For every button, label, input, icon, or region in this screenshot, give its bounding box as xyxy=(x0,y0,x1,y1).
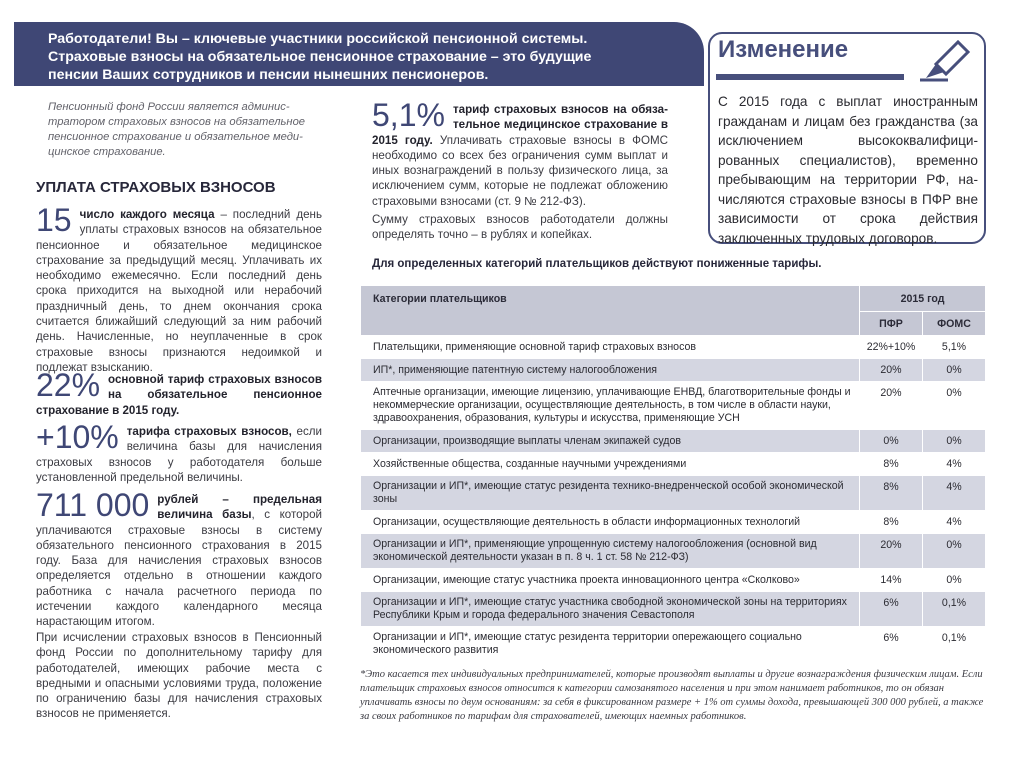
table-row xyxy=(361,476,986,511)
fact-deadline xyxy=(36,202,322,375)
table-body xyxy=(361,336,986,662)
pfr-cell: 0% xyxy=(860,430,923,453)
banner-line: Работодатели! Вы – ключевые участники российской пенсионной системы. xyxy=(48,31,588,47)
table-row xyxy=(361,627,986,662)
category-cell: Организации и ИП*, имеющие статус участника свободной экономической зоны на территориях Республики Крым и города федерального значения Севастополя xyxy=(361,592,860,627)
fact-bold: число каждого месяца xyxy=(79,208,215,221)
big-number: 711 000 xyxy=(36,487,150,523)
footnote: *Это касается тех индивидуальных предпринимателей, которые производят выплаты и другие вознаграждения физическим лицам. Если плательщик страховых взносов относится к категории самозанятого населения и при этом нанимает работников, то он обязан уплачивать взносы по двум основаниям: за себя в фиксированном размере + 1% от суммы дохода, превышающей 300 000 рублей, а также за своих работников по тарифам для страхователей, имеющих наемных работников. xyxy=(360,669,984,722)
foms-cell: 0% xyxy=(923,534,986,569)
foms-cell: 4% xyxy=(923,511,986,534)
table-row xyxy=(361,453,986,476)
header-pfr: ПФР xyxy=(860,312,923,336)
big-number: 22% xyxy=(36,367,101,403)
banner-line: пенсии Ваших сотрудников и пенсии нынешних пенсионеров. xyxy=(48,67,489,83)
fact-text: , с которой уплачиваются страховые взносы в систему обязательного пенсионного страхования в 2015 году. База для начисления страховых взносов определяется отдельно в отношении каждого работника с начала расчетного периода по истечении каждого календарного месяца нарастающим итогом. xyxy=(36,508,322,629)
table-row xyxy=(361,430,986,453)
section-title: УПЛАТА СТРАХОВЫХ ВЗНОСОВ xyxy=(36,179,276,196)
reduced-rates-title: Для определенных категорий плательщиков действуют пониженные тарифы. xyxy=(372,258,822,270)
fact-bold: тарифа страховых взносов, xyxy=(126,425,292,438)
pfr-cell: 8% xyxy=(860,476,923,511)
table-row xyxy=(361,336,986,359)
table-row xyxy=(361,359,986,382)
category-cell: Аптечные организации, имеющие лицензию, уплачивающие ЕНВД, благотворительные фонды и некоммерческие организации, осуществляющие деятельность, в том числе в области науки, здравоохранения, образования, культуры и искусства, применяющие УСН xyxy=(361,382,860,430)
big-number: 15 xyxy=(36,202,72,238)
fact-base-rate xyxy=(36,367,322,418)
foms-cell: 0% xyxy=(923,569,986,592)
table-row xyxy=(361,534,986,569)
fact-medical-rate xyxy=(372,97,668,209)
foms-cell: 0% xyxy=(923,382,986,430)
fact-bold: рублей – предельная величина базы xyxy=(157,493,322,522)
category-cell: Организации и ИП*, имеющие статус резидента территории опережающего социально экономического развития xyxy=(361,627,860,662)
category-cell: Организации, имеющие статус участника проекта инновационного центра «Сколково» xyxy=(361,569,860,592)
highlighter-icon xyxy=(918,38,974,87)
category-cell: Хозяйственные общества, созданные научными учреждениями xyxy=(361,453,860,476)
fact-text: Уплачивать страховые взносы в ФОМС необходимо со всех без ограничения сумм выплат и иных вознаграждений в пользу физического лица, за исключением сумм, которые не подлежат обложению страховыми взносами (ст. 9 № 212-ФЗ). xyxy=(372,133,668,208)
category-cell: Организации, осуществляющие деятельность в области информационных технологий xyxy=(361,511,860,534)
pfr-cell: 20% xyxy=(860,359,923,382)
category-cell: Организации и ИП*, применяющие упрощенную систему налогообложения (основной вид экономической деятельности указан в п. 8 ч. 1 ст. 58 № 212-ФЗ) xyxy=(361,534,860,569)
change-body: С 2015 года с выплат иностранным гражданам и лицам без гражданства (за исключением высококвалифицированных специалистов), временно пребывающим на территории РФ, начисляются страховые взносы в ПФР вне зависимости от срока действия заключенных трудовых договоров. xyxy=(718,94,978,246)
table-row xyxy=(361,569,986,592)
change-title-underline xyxy=(716,74,904,80)
pfr-cell: 6% xyxy=(860,627,923,662)
header-foms: ФОМС xyxy=(923,312,986,336)
pfr-cell: 6% xyxy=(860,592,923,627)
fact-base-limit xyxy=(36,487,322,630)
foms-cell: 0,1% xyxy=(923,627,986,662)
intro-text: Пенсионный фонд России является администратором страховых взносов на обязательное пенсионное страхование и обязательное медицинское страхование. xyxy=(48,101,306,158)
pfr-cell: 8% xyxy=(860,453,923,476)
foms-cell: 0% xyxy=(923,430,986,453)
foms-cell: 5,1% xyxy=(923,336,986,359)
fact-extra-rate xyxy=(36,419,322,485)
header-category: Категории плательщиков xyxy=(361,286,860,336)
sum-note: Сумму страховых взносов работодатели должны определять точно – в рублях и копейках. xyxy=(372,213,668,242)
pfr-cell: 20% xyxy=(860,382,923,430)
big-number: 5,1% xyxy=(372,97,445,133)
header-year: 2015 год xyxy=(860,286,986,312)
change-title: Изменение xyxy=(718,36,849,63)
big-number: +10% xyxy=(36,419,119,455)
foms-cell: 0,1% xyxy=(923,592,986,627)
foms-cell: 4% xyxy=(923,453,986,476)
pfr-cell: 8% xyxy=(860,511,923,534)
banner-line: Страховые взносы на обязательное пенсионное страхование – это будущие xyxy=(48,49,592,65)
pfr-cell: 22%+10% xyxy=(860,336,923,359)
fact-text: – последний день уплаты страховых взносов на обязательное пенсионное и обязательное медицинское страхование за предыдущий месяц. Уплачивать их необходимо ежемесячно. Если последний день срока приходится на выходной или нерабочий праздничный день, то днем окончания срока считается ближайший следующий за ним рабочий день. Начисленные, но неуплаченные в срок страховые взносы признаются недоимкой и подлежат взысканию. xyxy=(36,208,322,374)
table-row xyxy=(361,592,986,627)
fact-bold: тариф страховых взносов на обязательное медицинское страхование в 2015 году. xyxy=(372,103,668,147)
category-cell: Организации и ИП*, имеющие статус резидента технико-внедренческой особой экономической зоны xyxy=(361,476,860,511)
pfr-cell: 14% xyxy=(860,569,923,592)
category-cell: ИП*, применяющие патентную систему налогообложения xyxy=(361,359,860,382)
foms-cell: 4% xyxy=(923,476,986,511)
category-cell: Плательщики, применяющие основной тариф страховых взносов xyxy=(361,336,860,359)
table-row xyxy=(361,511,986,534)
category-cell: Организации, производящие выплаты членам экипажей судов xyxy=(361,430,860,453)
pfr-cell: 20% xyxy=(860,534,923,569)
fact-text: если величина базы для начисления страховых взносов у работодателя больше установленной предельной величины. xyxy=(36,425,322,484)
hazard-note: При исчислении страховых взносов в Пенсионный фонд России по дополнительному тарифу для работодателей, имеющих рабочие места с вредными и опасными условиями труда, положение по ограничению базы для начисления страховых взносов не применяется. xyxy=(36,631,322,721)
banner-text xyxy=(48,30,678,84)
fact-bold: основной тариф страховых взносов на обязательное пенсионное страхование в 2015 году. xyxy=(36,373,322,417)
rates-table xyxy=(360,285,986,662)
table-row xyxy=(361,382,986,430)
foms-cell: 0% xyxy=(923,359,986,382)
